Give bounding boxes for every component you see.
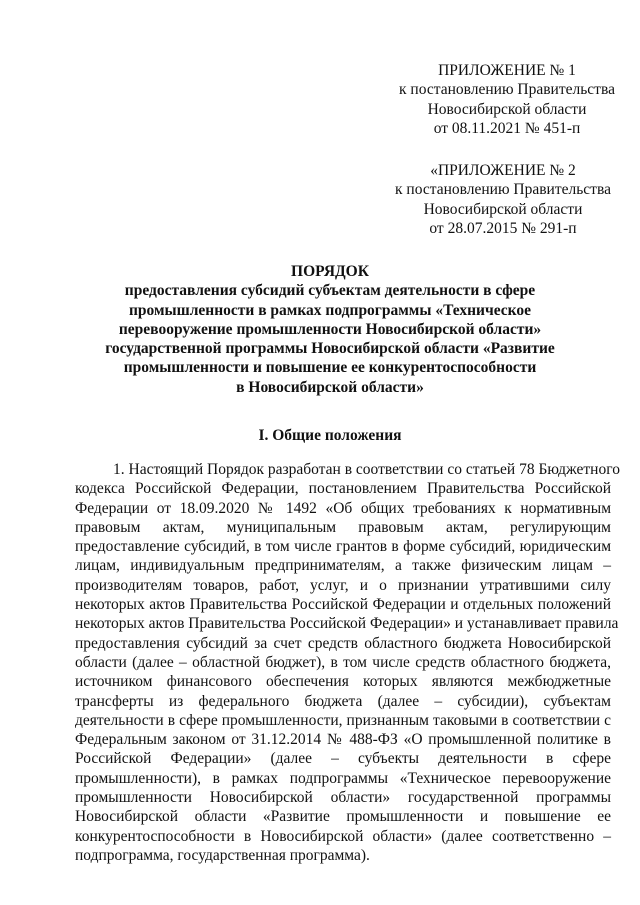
paragraph-line: промышленности), в рамках подпрограммы «Техническое перевооружение xyxy=(75,769,611,787)
paragraph-line: источником финансового обеспечения которых являются межбюджетные xyxy=(75,673,611,691)
paragraph-line: Федерации от 18.09.2020 № 1492 «Об общих требованиях к нормативным xyxy=(75,499,611,517)
appendix-1-header xyxy=(377,61,637,138)
title-main: ПОРЯДОК xyxy=(291,263,369,280)
paragraph-line: подпрограмма, государственная программа). xyxy=(75,846,370,864)
appendix-2-line: от 28.07.2015 № 291-п xyxy=(429,219,577,237)
paragraph-line: промышленности Новосибирской области» государственной программы xyxy=(75,789,611,807)
paragraph-line: предоставление субсидий, в том числе грантов в форме субсидий, юридическим xyxy=(75,538,611,556)
paragraph-line: области (далее – областной бюджет), в том числе средств областного бюджета, xyxy=(75,653,611,671)
document-title xyxy=(90,262,570,397)
appendix-1-line: ПРИЛОЖЕНИЕ № 1 xyxy=(438,62,576,79)
appendix-2-header xyxy=(373,161,633,238)
paragraph-line: Федеральным законом от 31.12.2014 № 488-ФЗ «О промышленной политике в xyxy=(75,731,611,749)
title-line: промышленности и повышение ее конкурентоспособности xyxy=(123,359,537,377)
title-line: перевооружение промышленности Новосибирской области» xyxy=(118,320,542,338)
title-line: государственной программы Новосибирской области «Развитие xyxy=(105,340,555,358)
paragraph-line: правовым актам, муниципальным правовым актам, регулирующим xyxy=(75,518,611,536)
paragraph-line: трансферты из федерального бюджета (далее – субсидии), субъектам xyxy=(75,692,611,710)
paragraph-line: некоторых актов Правительства Российской Федерации и отдельных положений xyxy=(75,596,611,614)
paragraph-line: некоторых актов Правительства Российской Федерации» и устанавливает правила xyxy=(75,615,619,633)
section-heading: I. Общие положения xyxy=(258,427,402,444)
paragraph-line: предоставления субсидий за счет средств областного бюджета Новосибирской xyxy=(75,634,611,652)
appendix-1-line: к постановлению Правительства xyxy=(399,81,615,99)
paragraph-1 xyxy=(75,460,620,865)
paragraph-line: Новосибирской области «Развитие промышленности и повышение ее xyxy=(75,808,611,826)
paragraph-line: деятельности в сфере промышленности, признанным таковыми в соответствии с xyxy=(75,711,611,729)
paragraph-line: конкурентоспособности в Новосибирской области» (далее соответственно – xyxy=(75,827,611,845)
paragraph-line: лицам, индивидуальным предпринимателям, а также физическим лицам – xyxy=(75,557,611,575)
appendix-2-line: к постановлению Правительства xyxy=(395,181,611,199)
appendix-2-line: Новосибирской области xyxy=(423,200,583,218)
title-line: предоставления субсидий субъектам деятельности в сфере xyxy=(124,282,536,300)
title-line: промышленности в рамках подпрограммы «Техническое xyxy=(128,301,532,319)
appendix-1-line: Новосибирской области xyxy=(427,100,587,118)
paragraph-line: производителям товаров, работ, услуг, и о признании утратившими силу xyxy=(75,576,611,594)
appendix-1-line: от 08.11.2021 № 451-п xyxy=(433,119,581,137)
paragraph-line: Российской Федерации» (далее – субъекты деятельности в сфере xyxy=(75,750,611,768)
title-line: в Новосибирской области» xyxy=(236,378,424,396)
paragraph-line: 1. Настоящий Порядок разработан в соответствии со статьей 78 Бюджетного xyxy=(113,461,620,478)
appendix-2-line: «ПРИЛОЖЕНИЕ № 2 xyxy=(430,162,576,179)
paragraph-line: кодекса Российской Федерации, постановлением Правительства Российской xyxy=(75,480,611,498)
